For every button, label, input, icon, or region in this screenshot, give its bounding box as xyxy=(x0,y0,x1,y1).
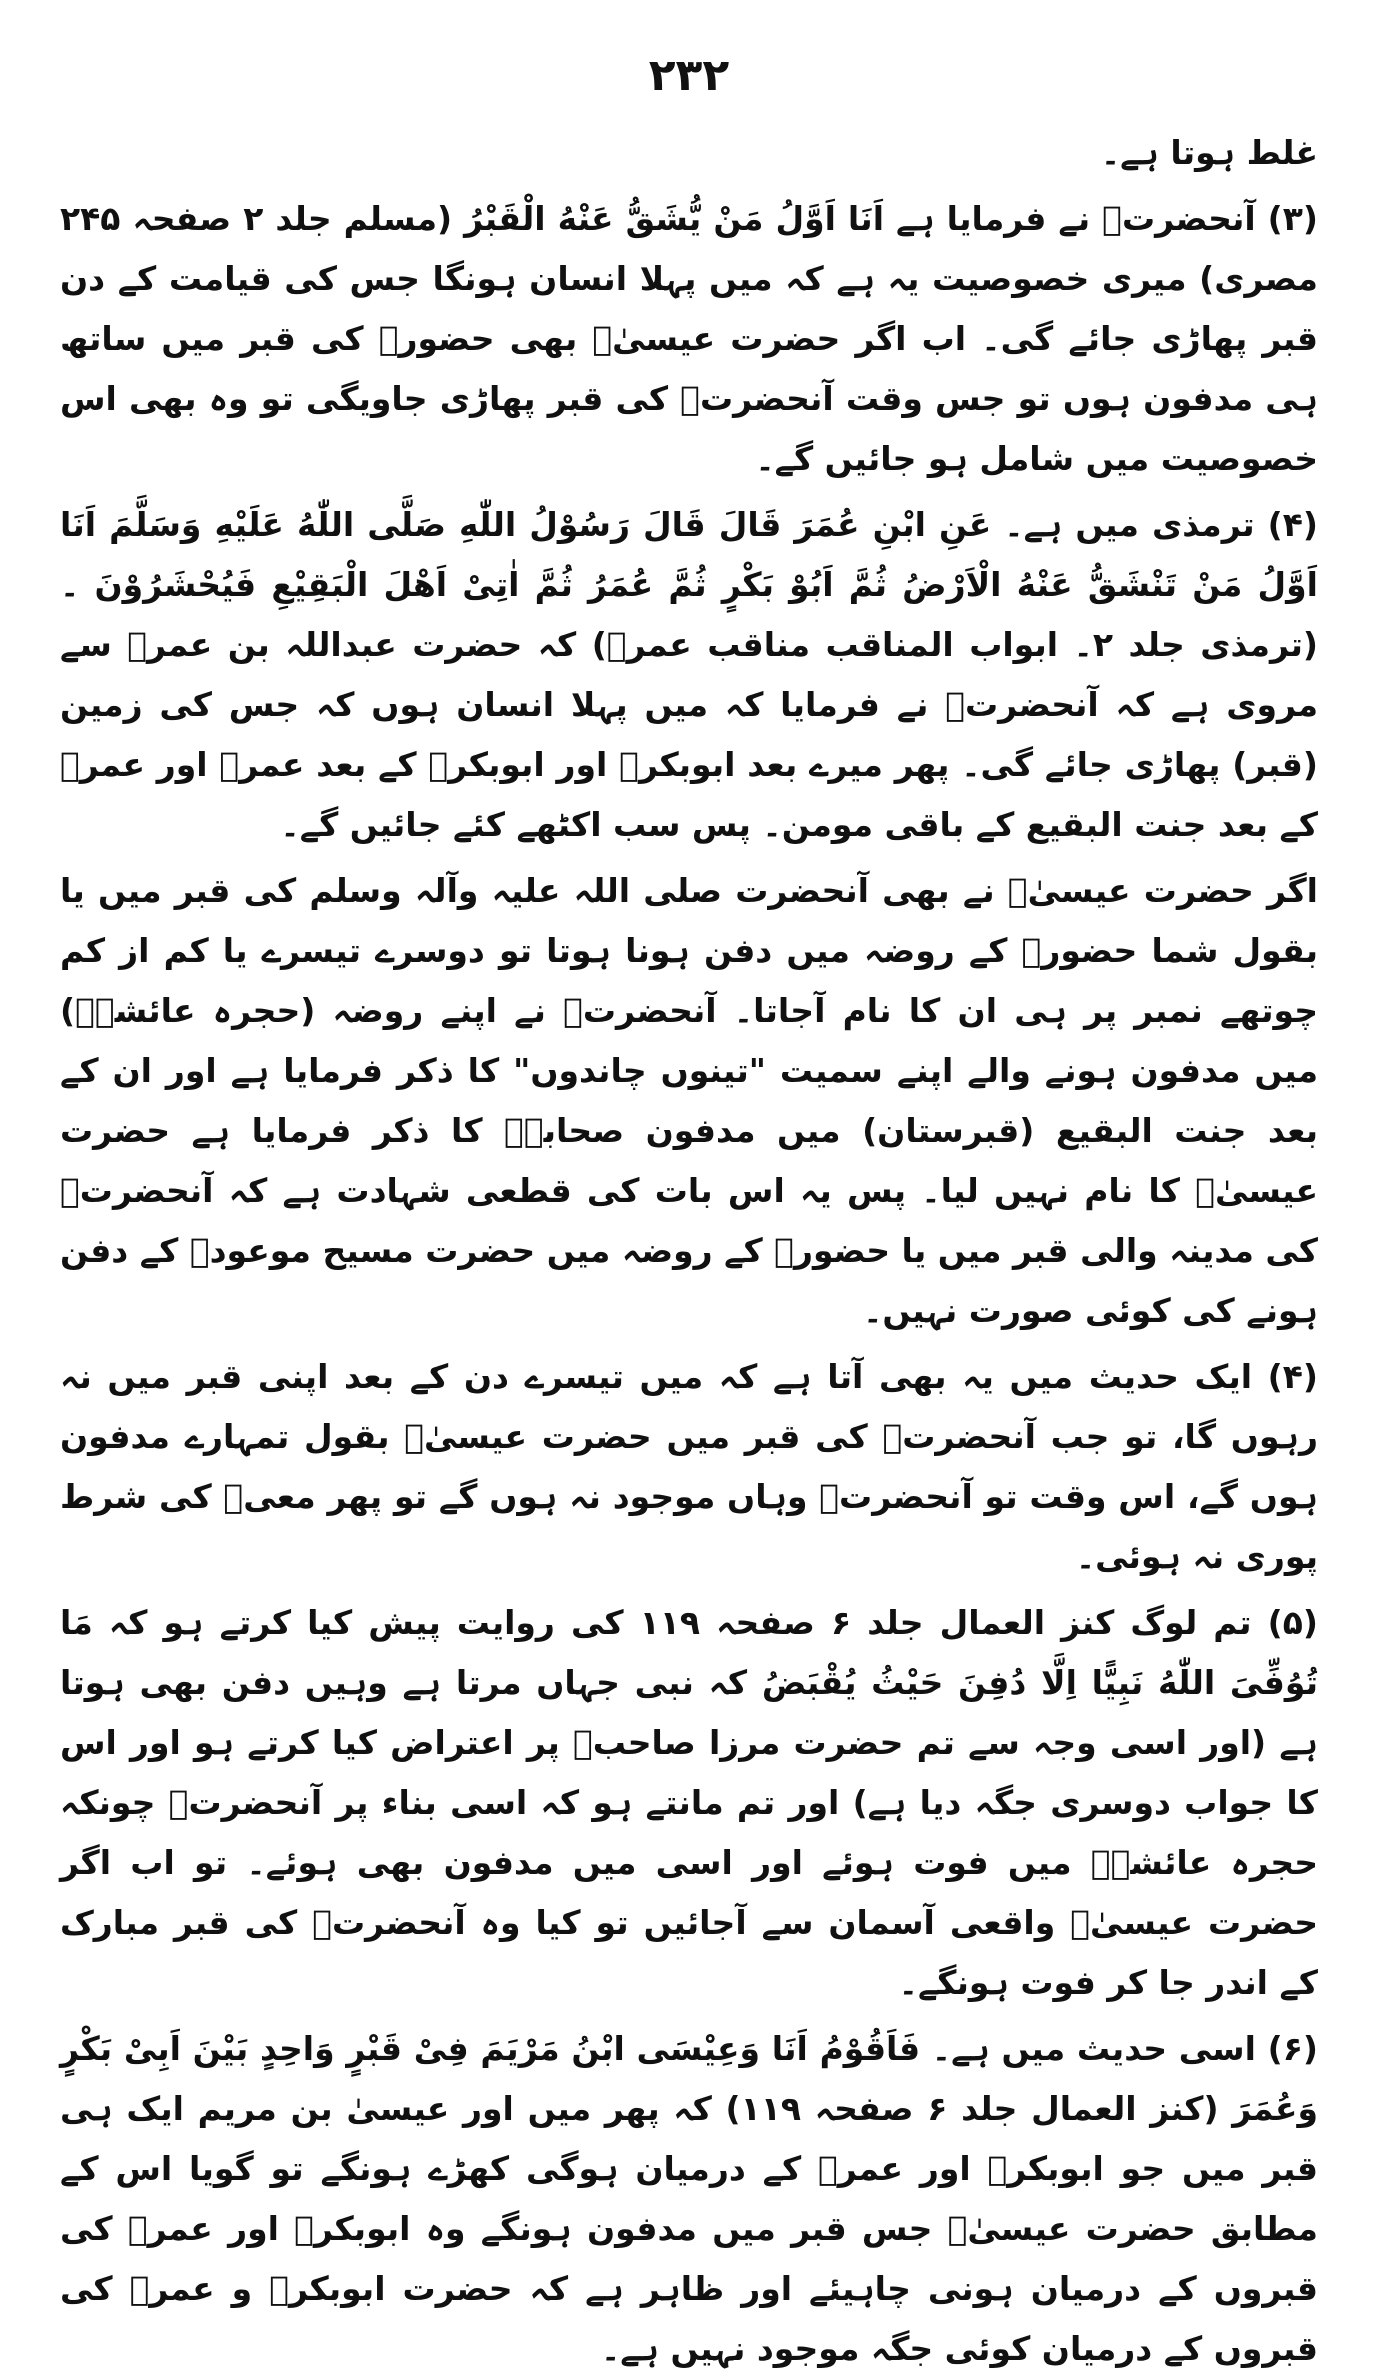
paragraph-4-tirmidhi: (۴) ترمذی میں ہے۔ عَنِ ابْنِ عُمَرَ قَالَ قَالَ رَسُوْلُ اللّٰهِ صَلَّی اللّٰهُ عَلَیْهِ وَسَلَّمَ اَنَا اَوَّلُ مَنْ تَنْشَقُّ عَنْهُ الْاَرْضُ ثُمَّ اَبُوْ بَکْرٍ ثُمَّ عُمَرُ ثُمَّ اٰتِیْ اَهْلَ الْبَقِیْعِ فَیُحْشَرُوْنَ ۔ (ترمذی جلد ۲۔ ابواب المناقب مناقب عمرؓ) کہ حضرت عبداللہ بن عمرؓ سے مروی ہے کہ آنحضرتؐ نے فرمایا کہ میں پہلا انسان ہوں کہ جس کی زمین (قبر) پھاڑی جائے گی۔ پھر میرے بعد ابوبکرؓ اور ابوبکرؓ کے بعد عمرؓ اور عمرؓ کے بعد جنت البقیع کے باقی مومن۔ پس سب اکٹھے کئے جائیں گے۔ xyxy=(60,505,1318,844)
document-body xyxy=(60,123,1318,2379)
paragraph-5-kanz-ul-ummal: (۵) تم لوگ کنز العمال جلد ۶ صفحہ ۱۱۹ کی روایت پیش کیا کرتے ہو کہ مَا تُوُفِّیَ اللّٰهُ نَبِیًّا اِلَّا دُفِنَ حَیْثُ یُقْبَضُ کہ نبی جہاں مرتا ہے وہیں دفن بھی ہوتا ہے (اور اسی وجہ سے تم حضرت مرزا صاحبؑ پر اعتراض کیا کرتے ہو اور اس کا جواب دوسری جگہ دیا ہے) اور تم مانتے ہو کہ اسی بناء پر آنحضرتؐ چونکہ حجرہ عائشہؓ میں فوت ہوئے اور اسی میں مدفون بھی ہوئے۔ تو اب اگر حضرت عیسیٰؑ واقعی آسمان سے آجائیں تو کیا وہ آنحضرتؐ کی قبر مبارک کے اندر جا کر فوت ہونگے۔ xyxy=(60,1603,1318,2002)
paragraph-isa-burial: اگر حضرت عیسیٰؑ نے بھی آنحضرت صلی اللہ علیہ وآلہ وسلم کی قبر میں یا بقول شما حضورؐ کے روضہ میں دفن ہونا ہوتا تو دوسرے تیسرے یا کم از کم چوتھے نمبر پر ہی ان کا نام آجاتا۔ آنحضرتؐ نے اپنے روضہ (حجرہ عائشہؓ) میں مدفون ہونے والے اپنے سمیت "تینوں چاندوں" کا ذکر فرمایا ہے اور ان کے بعد جنت البقیع (قبرستان) میں مدفون صحابہؓ کا ذکر فرمایا ہے حضرت عیسیٰؑ کا نام نہیں لیا۔ پس یہ اس بات کی قطعی شہادت ہے کہ آنحضرتؐ کی مدینہ والی قبر میں یا حضورؐ کے روضہ میں حضرت مسیح موعودؑ کے دفن ہونے کی کوئی صورت نہیں۔ xyxy=(60,871,1318,1330)
paragraph-continuation: غلط ہوتا ہے۔ xyxy=(1100,133,1318,172)
paragraph-4-third-day: (۴) ایک حدیث میں یہ بھی آتا ہے کہ میں تیسرے دن کے بعد اپنی قبر میں نہ رہوں گا، تو جب آنحضرتؐ کی قبر میں حضرت عیسیٰؑ بقول تمہارے مدفون ہوں گے، اس وقت تو آنحضرتؐ وہاں موجود نہ ہوں گے تو پھر معیؑ کی شرط پوری نہ ہوئی۔ xyxy=(60,1357,1318,1576)
page-number: ۲۳۲ xyxy=(648,50,730,101)
paragraph-6-same-hadith: (۶) اسی حدیث میں ہے۔ فَاَقُوْمُ اَنَا وَعِیْسَی ابْنُ مَرْیَمَ فِیْ قَبْرٍ وَاحِدٍ بَیْنَ اَبِیْ بَکْرٍ وَعُمَرَ (کنز العمال جلد ۶ صفحہ ۱۱۹) کہ پھر میں اور عیسیٰ بن مریم ایک ہی قبر میں جو ابوبکرؓ اور عمرؓ کے درمیان ہوگی کھڑے ہونگے تو گویا اس کے مطابق حضرت عیسیٰؑ جس قبر میں مدفون ہونگے وہ ابوبکرؓ اور عمرؓ کی قبروں کے درمیان ہونی چاہیئے اور ظاہر ہے کہ حضرت ابوبکرؓ و عمرؓ کی قبروں کے درمیان کوئی جگہ موجود نہیں ہے۔ xyxy=(60,2029,1318,2368)
paragraph-3-first-grave: (۳) آنحضرتؐ نے فرمایا ہے اَنَا اَوَّلُ مَنْ یُّشَقُّ عَنْهُ الْقَبْرُ (مسلم جلد ۲ صفحہ ۲۴۵ مصری) میری خصوصیت یہ ہے کہ میں پہلا انسان ہونگا جس کی قیامت کے دن قبر پھاڑی جائے گی۔ اب اگر حضرت عیسیٰؑ بھی حضورؐ کی قبر میں ساتھ ہی مدفون ہوں تو جس وقت آنحضرتؐ کی قبر پھاڑی جاویگی تو وہ بھی اس خصوصیت میں شامل ہو جائیں گے۔ xyxy=(60,199,1318,478)
